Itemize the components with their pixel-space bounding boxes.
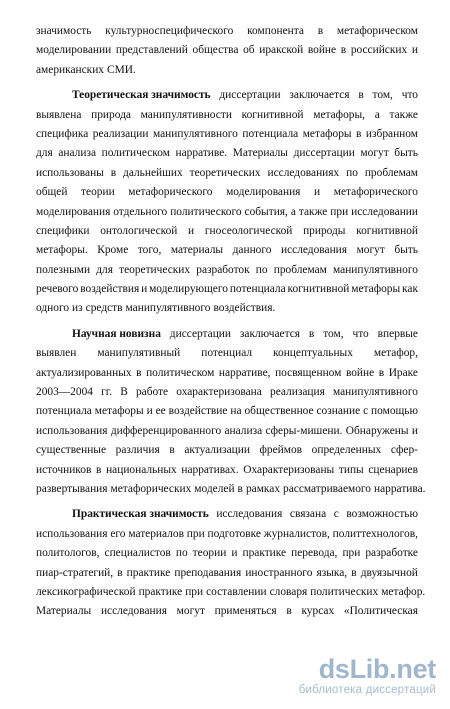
word: Обнаружены (345, 424, 409, 437)
word: помощью (371, 405, 418, 418)
word: одного (36, 302, 70, 315)
word: использования (36, 424, 108, 437)
text-line (36, 602, 418, 621)
text-line (36, 61, 418, 80)
word: проблемам (273, 263, 327, 276)
word: что (401, 89, 418, 102)
word: типы (338, 463, 364, 476)
word: войне (307, 44, 337, 57)
word: в (169, 444, 175, 457)
word: метафорическом (336, 25, 418, 37)
word: теоретических (189, 166, 261, 179)
word: при (330, 205, 349, 218)
word: специфика (36, 127, 89, 140)
word: моделирования (226, 186, 301, 199)
word: Материалы (232, 147, 288, 160)
word: войне (345, 366, 375, 379)
word: нарратива. (374, 482, 426, 495)
text-line (36, 344, 418, 363)
word: возможностью (346, 508, 418, 521)
text-line (36, 164, 418, 183)
word: метафорического (128, 186, 213, 199)
text-line (36, 183, 418, 202)
word: В (120, 386, 128, 399)
word: исследования (100, 605, 167, 618)
word: что (352, 327, 369, 340)
word: метафорических (110, 482, 192, 495)
text-line (36, 144, 418, 163)
word: реализация (270, 386, 325, 399)
word: когнитивной (356, 224, 418, 237)
word: американских (36, 63, 105, 76)
word: теории (192, 547, 227, 560)
word: в (340, 44, 347, 57)
word: материалов (128, 527, 184, 540)
word: преподавания (174, 566, 242, 579)
word: диссертации (169, 327, 231, 340)
word: речевого (36, 283, 79, 296)
word: метафор, (373, 347, 418, 360)
word: для (36, 147, 53, 160)
word: практике (138, 585, 183, 598)
word: диссертации (293, 147, 355, 160)
word: при (186, 527, 205, 540)
word: различия (115, 444, 160, 457)
word: 2003—2004 (36, 386, 93, 399)
word: воздействия. (213, 302, 276, 315)
word: составлении (206, 585, 267, 598)
word: могут (356, 244, 385, 257)
bold-term: Теоретическая значимость (72, 89, 211, 102)
word: сценариев (368, 463, 418, 476)
word: потенциала (229, 283, 286, 296)
word: существенные (36, 444, 107, 457)
word: Ираке (388, 366, 418, 379)
text-line (36, 383, 418, 402)
word: метафоры (302, 127, 352, 140)
word: манипулятивного (333, 386, 418, 399)
watermark (299, 655, 436, 697)
word: разработок (196, 263, 250, 276)
word: моделей (194, 482, 235, 495)
word: проблемам (364, 166, 418, 179)
word: исследовании (351, 205, 418, 218)
word: исследованиях (267, 166, 340, 179)
text-line (36, 402, 418, 421)
word: моделирования (36, 205, 111, 218)
word: ее (155, 405, 166, 418)
word: данного (232, 244, 272, 257)
word: политологов, (36, 547, 100, 560)
word: материалы (170, 244, 224, 257)
word: нарративе, (218, 366, 271, 379)
word: сознание (316, 405, 361, 418)
word: и (231, 547, 238, 560)
word: практике (242, 547, 287, 560)
word: политическом (146, 366, 215, 379)
word: в (378, 366, 385, 379)
word: Кроме (97, 244, 129, 257)
watermark-tagline: библиотека диссертаций (298, 684, 436, 696)
word: в (317, 25, 324, 37)
word: в (237, 482, 243, 495)
word: иностранного (245, 566, 313, 579)
word: по (346, 166, 358, 179)
word: работе (135, 386, 169, 399)
word: его (110, 527, 126, 540)
word: в (110, 166, 117, 179)
word: когнитивной (241, 108, 304, 121)
word: дальнейших (123, 166, 183, 179)
word: том, (323, 327, 344, 340)
text-line (36, 525, 418, 544)
word: журналистов, (263, 527, 330, 540)
word: связана (289, 508, 327, 521)
word: в (351, 566, 357, 579)
text-line (36, 86, 418, 105)
word: онтологической (100, 224, 178, 237)
word: в (96, 463, 102, 476)
word: специалистов (104, 547, 171, 560)
text-line (36, 441, 418, 460)
word: по (175, 547, 188, 560)
word: быть (394, 244, 418, 257)
word: теории (81, 186, 115, 199)
word: определенных (311, 444, 382, 457)
word: фреймов (259, 444, 303, 457)
word: манипулятивности (140, 108, 232, 121)
word: на (230, 405, 242, 418)
word: политического (170, 205, 242, 218)
word: также (298, 205, 328, 218)
word: СМИ. (107, 63, 136, 76)
word: общей (36, 186, 68, 199)
word: манипулятивного (152, 127, 238, 140)
text-line (36, 505, 418, 524)
word: могут (360, 147, 389, 160)
word: того, (137, 244, 162, 257)
text-line (36, 461, 418, 480)
word: природа (91, 108, 131, 121)
word: потенциала (242, 127, 299, 140)
word: моделировании (36, 44, 112, 57)
word: российских (350, 44, 408, 57)
word: метафоры. (36, 244, 88, 257)
word: использования (36, 527, 108, 540)
word: и (141, 283, 148, 296)
word: исследования (281, 244, 348, 257)
word: национальных (106, 463, 177, 476)
word: метафорического (333, 186, 418, 199)
word: нарративе. (175, 147, 228, 160)
word: анализа (224, 424, 263, 437)
text-line (36, 364, 418, 383)
watermark-logo: dsLib.net (318, 654, 436, 684)
word: заключается (289, 89, 350, 102)
word: для (96, 263, 113, 276)
text-line (36, 203, 418, 222)
word: метафоры, (313, 108, 365, 121)
document-body (36, 22, 426, 622)
word: в (286, 605, 292, 618)
word: быть (394, 147, 418, 160)
word: как (402, 283, 418, 296)
text-line (36, 325, 418, 344)
word: метафор. (381, 585, 426, 598)
word: концептуальных (273, 347, 353, 360)
word: исследования (216, 508, 283, 521)
word: события, (244, 205, 288, 218)
word: нарративах. (181, 463, 239, 476)
text-line (36, 564, 418, 583)
word: отдельного (113, 205, 168, 218)
word: об (243, 44, 255, 57)
word: избранном (365, 127, 418, 140)
word: также (389, 108, 418, 121)
word: выявлен (36, 347, 77, 360)
word: в (117, 566, 123, 579)
word: манипулятивного (333, 263, 418, 276)
word: компонента (247, 25, 304, 37)
bold-term: Практическая значимость (72, 508, 209, 521)
text-line (36, 241, 418, 260)
word: реализации (92, 127, 149, 140)
word: воздействие (168, 405, 228, 418)
text-line (36, 280, 418, 299)
word: выявлена (36, 108, 82, 121)
text-line (36, 422, 418, 441)
word: развертывания (36, 482, 108, 495)
word: в (356, 127, 362, 140)
word: с (333, 508, 339, 521)
word: Охарактеризованы (243, 463, 335, 476)
word: «Политическая (343, 605, 418, 618)
text-line (36, 125, 418, 144)
word: теоретических (119, 263, 191, 276)
word: потенциал (201, 347, 253, 360)
word: представлений (115, 44, 188, 57)
text-line (36, 222, 418, 241)
word: общественное (244, 405, 314, 418)
word: иракской (259, 44, 304, 57)
word: и (411, 44, 418, 57)
word: использованы (36, 166, 104, 179)
word: манипулятивный (97, 347, 181, 360)
word: рамках (245, 482, 281, 495)
word: гг. (101, 386, 113, 399)
word: том, (372, 89, 393, 102)
word: диссертации (219, 89, 281, 102)
word: общества (192, 44, 239, 57)
word: в (358, 89, 364, 102)
word: при (342, 547, 361, 560)
word: актуализации (184, 444, 250, 457)
word: и (188, 224, 195, 237)
word: в (136, 366, 142, 379)
word: рассматриваемого (283, 482, 372, 495)
text-line (36, 106, 418, 125)
word: метафоры (351, 283, 401, 296)
word: языка, (316, 566, 348, 579)
word: могут (176, 605, 205, 618)
word: воздействия (80, 283, 140, 296)
word: Материалы (36, 605, 92, 618)
word: средств (85, 302, 123, 315)
text-line (36, 41, 418, 60)
word: политтехнологов, (332, 527, 418, 540)
word: потенциала (36, 405, 92, 418)
word: с (363, 405, 369, 418)
word: подготовке (207, 527, 261, 540)
word: политическом (101, 147, 170, 160)
text-line (36, 583, 426, 602)
word: когнитивной (287, 283, 350, 296)
word: и (411, 424, 418, 437)
word: охарактеризована (176, 386, 262, 399)
text-line (36, 22, 418, 41)
word: практике (126, 566, 171, 579)
word: анализа (58, 147, 97, 160)
word: лексикографической (36, 585, 136, 598)
word: полезными (36, 263, 91, 276)
word: по (255, 263, 268, 276)
word: двуязычной (360, 566, 418, 579)
word: метафоры (94, 405, 144, 418)
word: разработке (365, 547, 418, 560)
word: гносеологической (204, 224, 293, 237)
word: специфики (36, 224, 90, 237)
word: а (290, 205, 296, 218)
word: актуализированных (36, 366, 132, 379)
word: сфер- (390, 444, 418, 457)
word: значимость (36, 25, 92, 37)
text-line (36, 480, 426, 499)
word: применяться (214, 605, 277, 618)
word: и (146, 405, 153, 418)
word: впервые (377, 327, 418, 340)
word: в (308, 327, 315, 340)
word: манипулятивного (125, 302, 211, 315)
word: курсах (301, 605, 335, 618)
word: словаря (269, 585, 308, 598)
word: дифференцированного (110, 424, 222, 437)
text-line (36, 544, 418, 563)
word: а (374, 108, 380, 121)
word: природы (303, 224, 346, 237)
text-line (36, 261, 418, 280)
word: культурноспецифического (105, 25, 234, 37)
word: и (314, 186, 321, 199)
word: моделирующего (149, 283, 228, 296)
word: при (185, 585, 204, 598)
word: перевода, (291, 547, 338, 560)
text-line (36, 299, 418, 318)
word: сферы-мишени. (265, 424, 343, 437)
word: источников (36, 463, 92, 476)
word: заключается (239, 327, 301, 340)
word: пиар-стратегий, (36, 566, 114, 579)
word: посвященном (275, 366, 342, 379)
bold-term: Научная новизна (72, 327, 161, 340)
word: политических (310, 585, 379, 598)
word: из (72, 302, 83, 315)
